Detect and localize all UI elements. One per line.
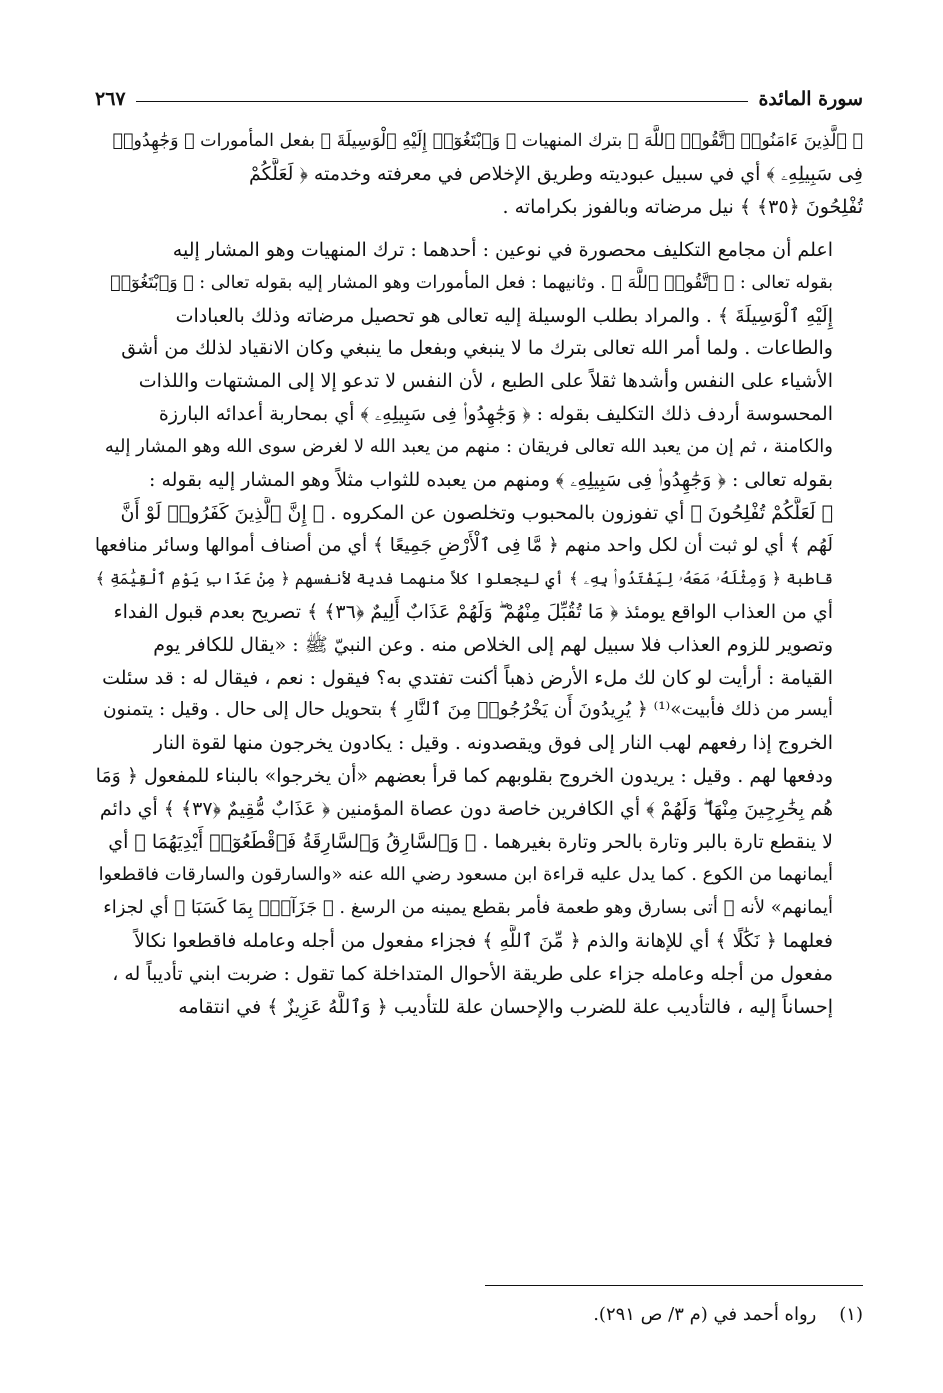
header-rule [136, 101, 749, 102]
text-line: قاطبة ﴿ وَمِثْلَهُۥ مَعَهُۥ لِيَفْتَدُوا۟ بِهِۦ ﴾ أي ليجعلوا كلاً منهما فدية لأنفسهم ﴿ مِنْ عَذَابِ يَوْمِ ٱلْقِيَٰمَةِ ﴾ [95, 568, 833, 588]
text-line: بقوله تعالى : ﴿ وَجَٰهِدُوا۟ فِى سَبِيلِهِۦ ﴾ ومنهم من يعبده للثواب مثلاً وهو المشار إليه بقوله : [149, 469, 833, 492]
page-header [95, 78, 863, 110]
text-line: اعلم أن مجامع التكليف محصورة في نوعين : أحدهما : ترك المنهيات وهو المشار إليه [172, 238, 833, 261]
text-line: تُفْلِحُونَ ﴿٣٥﴾ ﴾ نيل مرضاته وبالفوز بكراماته . [502, 195, 863, 218]
text-line: الخروج إذا رفعهم لهب النار إلى فوق ويقصدونه . وقيل : يكادون يخرجون منها لقوة النار [153, 732, 833, 755]
surah-title: سورة المائدة [758, 88, 863, 110]
text-line: أي من العذاب الواقع يومئذ ﴿ مَا تُقُبِّلَ مِنْهُمْ ۖ وَلَهُمْ عَذَابٌ أَلِيمٌ ﴿٣٦﴾ ﴾ تصريح بعدم قبول الفداء [113, 600, 833, 623]
text-line: فِى سَبِيلِهِۦ ﴾ أي في سبيل عبوديته وطريق الإخلاص في معرفته وخدمته ﴿ لَعَلَّكُمْ [249, 162, 863, 185]
text-line: إِلَيْهِ ٱلْوَسِيلَةَ ﴾ . والمراد بطلب الوسيلة إليه تعالى هو تحصيل مرضاته وذلك بالعبادات [175, 304, 833, 327]
text-line: القيامة : أرأيت لو كان لك ملء الأرض ذهباً أكنت تفتدي به؟ فيقول : نعم ، فيقال له : قد سئلت [102, 666, 833, 689]
text-line: بقوله تعالى : ﴿ ٱتَّقُوا۟ ٱللَّهَ ﴾ . وثانيهما : فعل المأمورات وهو المشار إليه بقوله تعالى : ﴿ وَٱبْتَغُوٓا۟ [110, 272, 833, 293]
commentary-body [95, 125, 863, 1023]
footnote-rule [485, 1285, 863, 1286]
text-line: لَهُم ﴾ أي لو ثبت أن لكل واحد منهم ﴿ مَّا فِى ٱلْأَرْضِ جَمِيعًا ﴾ أي من أصناف أموالها وسائر منافعها [95, 534, 833, 556]
text-line: ﴿ لَعَلَّكُمْ تُفْلِحُونَ ﴾ أي تفوزون بالمحبوب وتخلصون عن المكروه . ﴿ إِنَّ ٱلَّذِينَ كَفَرُوا۟ لَوْ أَنَّ [120, 501, 833, 524]
text-line: أيمانهما من الكوع . كما يدل عليه قراءة ابن مسعود رضي الله عنه «والسارقون والسارقات فاقطعوا [98, 863, 833, 885]
text-line: مفعول من أجله وعامله جزاء على طريقة الأحوال المتداخلة كما تقول : ضربت ابني تأديباً له ، [112, 962, 833, 985]
footnote-text: رواه أحمد في (م ٣/ ص ٢٩١). [593, 1304, 817, 1325]
text-line: والكامنة ، ثم إن من يعبد الله تعالى فريقان : منهم من يعبد الله لا لغرض سوى الله وهو المشار إليه [104, 436, 833, 458]
paragraph-verse-35 [95, 125, 863, 224]
text-line: إحساناً إليه ، فالتأديب علة للضرب والإحسان علة للتأديب ﴿ وَٱللَّهُ عَزِيزٌ ﴾ في انتقامه [178, 995, 833, 1018]
text-line: والطاعات . ولما أمر الله تعالى بترك ما لا ينبغي وبفعل ما ينبغي وكان الانقياد لذلك من أشق [121, 337, 833, 360]
paragraph-commentary [95, 234, 863, 1024]
text-line: فعلهما ﴿ نَكَٰلًا ﴾ أي للإهانة والذم ﴿ مِّنَ ٱللَّهِ ﴾ فجزاء مفعول من أجله وعامله فاقطعوا نكالاً [134, 929, 833, 952]
text-line: أيسر من ذلك فأبيت»⁽¹⁾ ﴿ يُرِيدُونَ أَن يَخْرُجُوا۟ مِنَ ٱلنَّارِ ﴾ بتحويل حال إلى حال . وقيل : يتمنون [102, 699, 833, 721]
text-line: الأشياء على النفس وأشدها ثقلاً على الطبع ، لأن النفس لا تدعو إلا إلى المشتهات واللذات [138, 370, 833, 393]
text-line: لا ينقطع تارة بالبر وتارة بالحر وتارة بغيرهما . ﴿ وَٱلسَّارِقُ وَٱلسَّارِقَةُ فَٱقْطَعُوٓا۟ أَيْدِيَهُمَا ﴾ أي [108, 831, 833, 854]
text-line: المحسوسة أردف ذلك التكليف بقوله : ﴿ وَجَٰهِدُوا۟ فِى سَبِيلِهِۦ ﴾ أي بمحاربة أعدائه البارزة [158, 403, 833, 426]
page-number: ٢٦٧ [95, 88, 126, 110]
footnote-marker: (١) [839, 1304, 863, 1325]
text-line: وتصوير للزوم العذاب فلا سبيل لهم إلى الخلاص منه . وعن النبيّ ﷺ : «يقال للكافر يوم [153, 633, 833, 656]
text-line: ﴿ ٱلَّذِينَ ءَامَنُوا۟ ٱتَّقُوا۟ ٱللَّهَ ﴾ بترك المنهيات ﴿ وَٱبْتَغُوٓا۟ إِلَيْهِ ٱلْوَسِيلَةَ ﴾ بفعل المأمورات ﴿ وَجَٰهِدُوا۟ [112, 131, 863, 151]
text-line: هُم بِخَٰرِجِينَ مِنْهَا ۖ وَلَهُمْ ﴾ أي الكافرين خاصة دون عصاة المؤمنين ﴿ عَذَابٌ مُّقِيمٌ ﴿٣٧﴾ ﴾ أي دائم [99, 798, 833, 821]
text-line: أيمانهم» لأنه ﷺ أتى بسارق وهو طعمة فأمر بقطع يمينه من الرسغ . ﴿ جَزَآءًۢ بِمَا كَسَبَا ﴾ أي لجزاء [103, 896, 833, 918]
footnote [95, 1300, 863, 1330]
text-line: ودفعها لهم . وقيل : يريدون الخروج بقلوبهم كما قرأ بعضهم «أن يخرجوا» بالبناء للمفعول ﴿ وَمَا [95, 765, 833, 788]
